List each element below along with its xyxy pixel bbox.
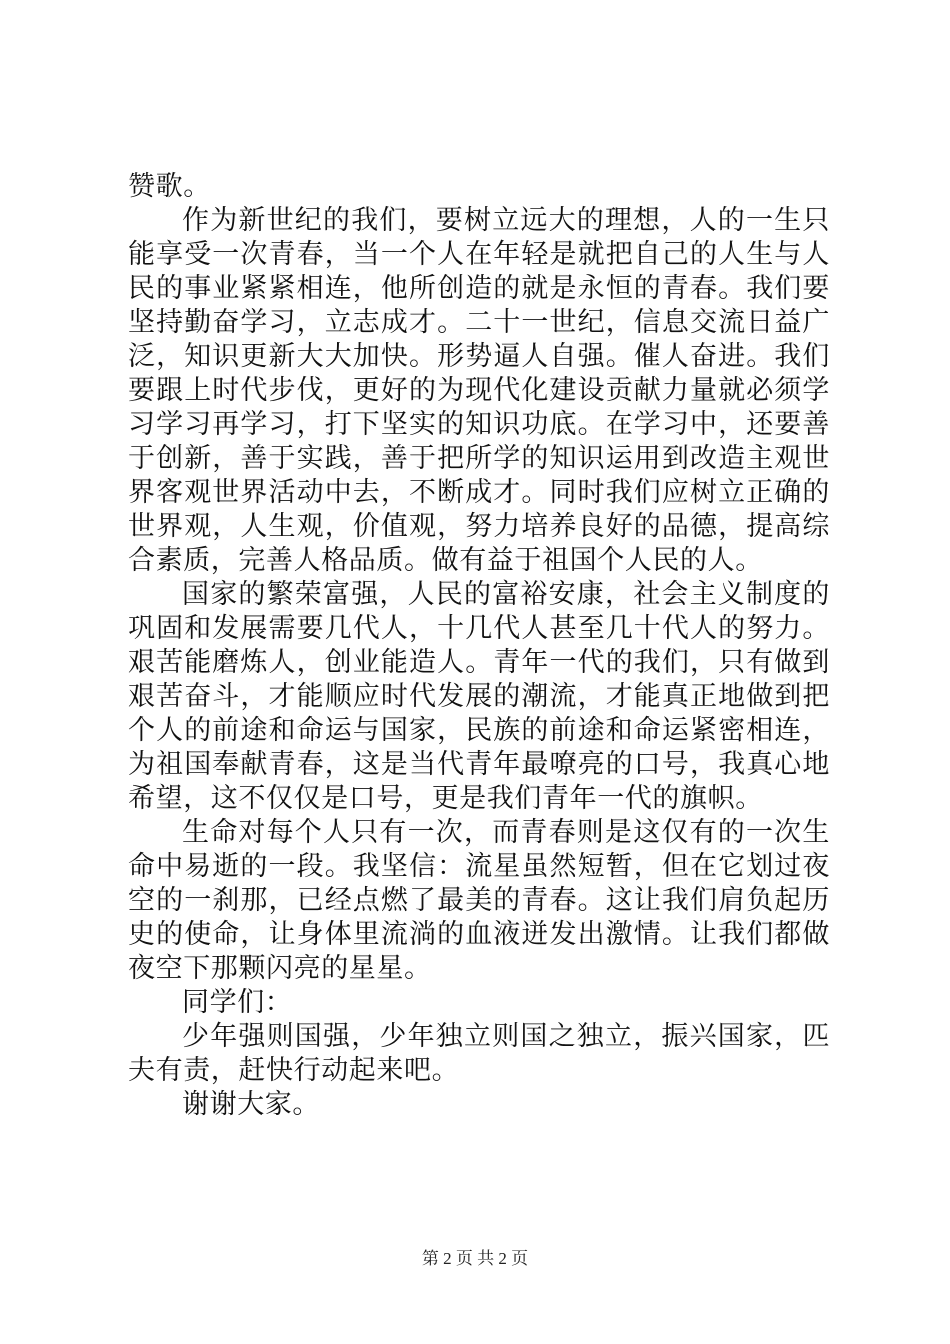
- paragraph: 生命对每个人只有一次，而青春则是这仅有的一次生命中易逝的一段。我坚信：流星虽然短暂，但在它划过夜空的一刹那，已经点燃了最美的青春。这让我们肩负起历史的使命，让身体里流淌的血液迸发出激情。让我们都做夜空下那颗闪亮的星星。: [128, 817, 830, 984]
- paragraph: 少年强则国强，少年独立则国之独立，振兴国家，匹夫有责，赶快行动起来吧。: [128, 1021, 830, 1086]
- document-body: [128, 170, 830, 1122]
- paragraph: 谢谢大家。: [182, 1089, 320, 1120]
- page-number-footer: 第 2 页 共 2 页: [421, 1249, 529, 1268]
- paragraph: 赞歌。: [128, 171, 211, 202]
- paragraph: 作为新世纪的我们，要树立远大的理想，人的一生只能享受一次青春，当一个人在年轻是就把自己的人生与人民的事业紧紧相连，他所创造的就是永恒的青春。我们要坚持勤奋学习，立志成才。二十一世纪，信息交流日益广泛，知识更新大大加快。形势逼人自强。催人奋进。我们要跟上时代步伐，更好的为现代化建设贡献力量就必须学习学习再学习，打下坚实的知识功底。在学习中，还要善于创新，善于实践，善于把所学的知识运用到改造主观世界客观世界活动中去，不断成才。同时我们应树立正确的世界观，人生观，价值观，努力培养良好的品德，提高综合素质，完善人格品质。做有益于祖国个人民的人。: [128, 205, 830, 576]
- paragraph: 同学们：: [182, 987, 293, 1018]
- paragraph: 国家的繁荣富强，人民的富裕安康，社会主义制度的巩固和发展需要几代人，十几代人甚至几十代人的努力。艰苦能磨炼人，创业能造人。青年一代的我们，只有做到艰苦奋斗，才能顺应时代发展的潮流，才能真正地做到把个人的前途和命运与国家，民族的前途和命运紧密相连，为祖国奉献青春，这是当代青年最嘹亮的口号，我真心地希望，这不仅仅是口号，更是我们青年一代的旗帜。: [128, 579, 830, 814]
